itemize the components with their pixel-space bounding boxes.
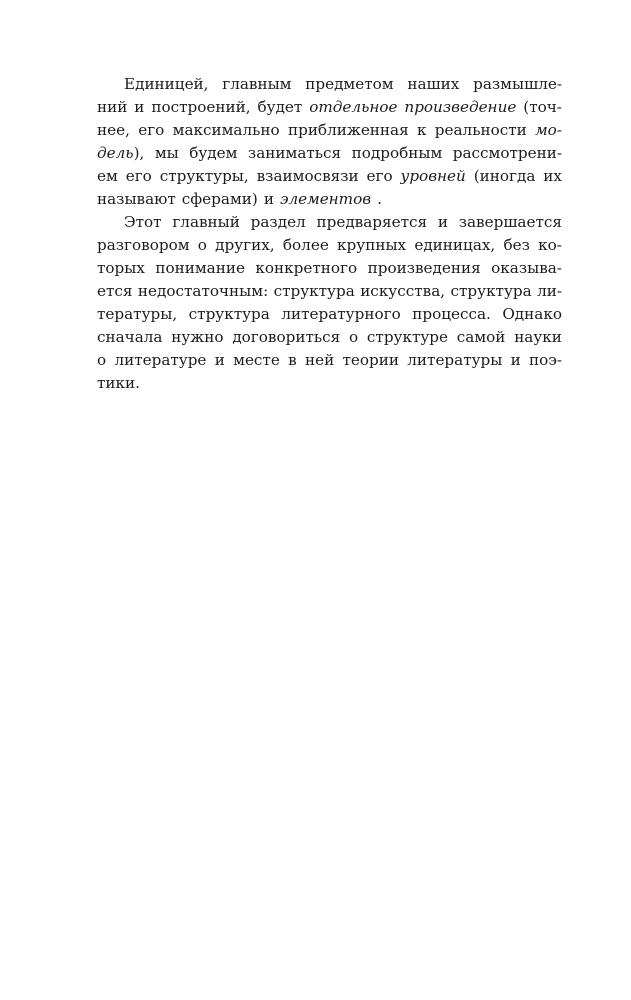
word: будет [257,98,303,116]
word: других, [215,236,275,254]
word: самой [456,328,506,346]
text-line [97,349,562,372]
word: месте [233,351,280,369]
word: процесса. [412,305,491,323]
word: Единицей, [124,75,209,93]
word: нее, [97,121,130,139]
word: в [288,351,297,369]
word: произведение [404,98,517,116]
word: к [417,121,427,139]
word: уровней [400,167,466,185]
word: структура [188,305,270,323]
word: разговором [97,236,190,254]
word: сначала [97,328,163,346]
word: структура [273,282,355,300]
punctuation: . [377,190,382,208]
text-line [97,96,562,119]
word: искусства, [360,282,446,300]
text-line [97,119,562,142]
text-line [97,188,562,211]
word: о [348,328,359,346]
word: литературе [114,351,207,369]
word: единицах, [414,236,496,254]
word-group [97,142,144,165]
word: о [97,351,107,369]
word: подробным [351,144,443,162]
word: мо- [535,121,562,139]
word: мы [154,144,179,162]
word: оказыва- [491,259,562,277]
word: недостаточным: [137,282,269,300]
text-line [97,280,562,303]
word-group [280,188,382,211]
word: литературного [281,305,401,323]
word: будем [189,144,238,162]
word: размышле- [473,75,562,93]
word: структура [450,282,532,300]
word: договориться [232,328,341,346]
word: и [214,351,225,369]
word: раздел [250,213,306,231]
word: предметом [305,75,394,93]
word: ний [97,98,128,116]
text-line [97,234,562,257]
text-line [97,211,562,234]
punctuation: ), [133,144,145,162]
word: более [282,236,329,254]
word: без [503,236,530,254]
word: (точ- [523,98,562,116]
word: и [510,351,521,369]
word: реальности [434,121,527,139]
word: конкретного [255,259,358,277]
word: его [138,121,165,139]
word: понимание [155,259,245,277]
word: предваряется [316,213,428,231]
word: построений, [151,98,251,116]
word: главный [172,213,240,231]
word: теории [342,351,399,369]
text-line [97,73,562,96]
word: приближенная [287,121,409,139]
word: дель [97,144,134,162]
word: взаимосвязи [256,167,359,185]
word: ем [97,167,118,185]
word: тики. [97,374,140,392]
word: о [197,236,207,254]
word: нужно [171,328,224,346]
word: заниматься [247,144,342,162]
word: его [366,167,393,185]
word: и [263,190,274,208]
word: торых [97,259,145,277]
text-line [97,165,562,188]
word: науки [514,328,562,346]
word: поэ- [529,351,562,369]
word: их [543,167,562,185]
word: завершается [458,213,562,231]
word: ней [304,351,335,369]
word: максимально [172,121,280,139]
word: крупных [337,236,407,254]
word: и [134,98,145,116]
text-line [97,257,562,280]
word: отдельное [309,98,398,116]
word: литературы [407,351,503,369]
word: наших [407,75,460,93]
text-line [97,326,562,349]
word: ется [97,282,133,300]
word: ли- [537,282,562,300]
word: Этот [124,213,162,231]
text-line [97,142,562,165]
word: ко- [538,236,562,254]
word: структуре [366,328,449,346]
word: элементов [279,190,372,208]
word: сферами) [181,190,258,208]
word: и [437,213,448,231]
word: Однако [502,305,562,323]
word: называют [97,190,176,208]
word: (иногда [473,167,536,185]
body-text [97,73,562,395]
word: его [125,167,152,185]
word: тературы, [97,305,178,323]
text-line [97,303,562,326]
word: структуры, [159,167,249,185]
word: произведения [367,259,481,277]
text-line [97,372,562,395]
word: главным [222,75,292,93]
word: рассмотрени- [452,144,562,162]
